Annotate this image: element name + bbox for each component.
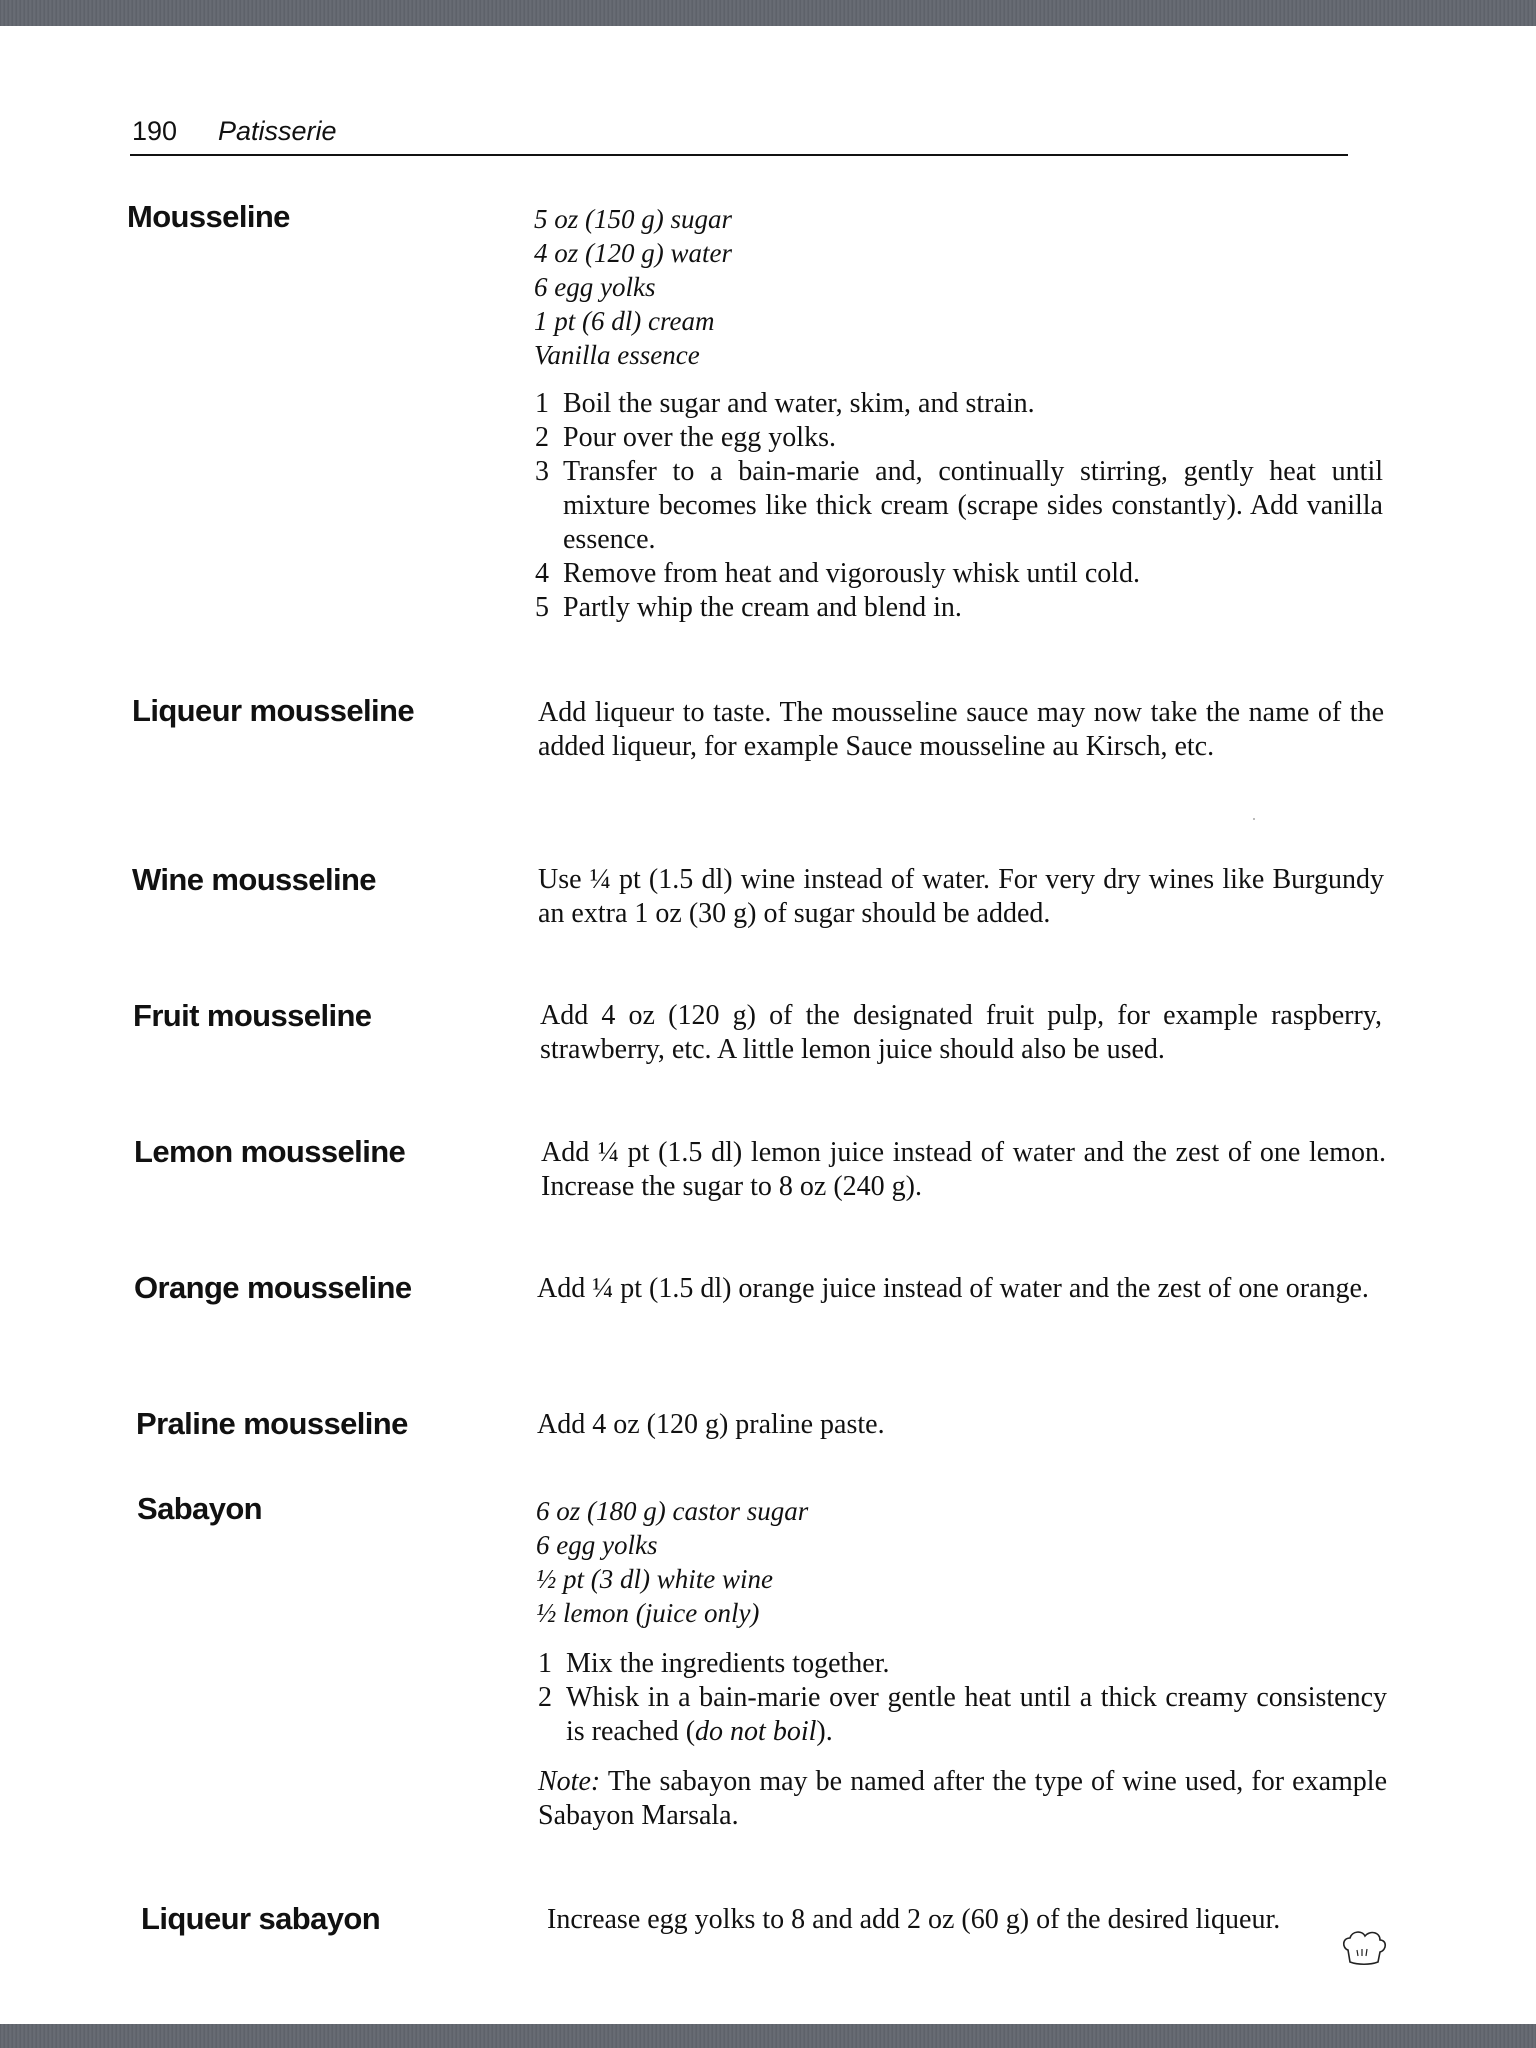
method-step: 2 Pour over the egg yolks. [535,422,836,453]
ingredient-item: 6 oz (180 g) castor sugar [536,1496,809,1526]
ingredient-item: ½ pt (3 dl) white wine [536,1564,773,1594]
ingredient-item: Vanilla essence [534,340,700,370]
ingredients-sabayon [536,1494,808,1630]
page-header [130,114,1348,156]
note-sabayon [538,1765,1387,1833]
heading-orange-mousseline: Orange mousseline [134,1270,412,1305]
method-step: 1 Mix the ingredients together. [538,1648,890,1679]
ingredient-item: 1 pt (6 dl) cream [534,306,715,336]
heading-mousseline: Mousseline [127,199,290,234]
note-text: The sabayon may be named after the type of wine used, for example Sabayon Marsala. [538,1766,1387,1831]
ingredients-mousseline [534,202,732,372]
chef-hat-icon [1340,1928,1388,1970]
text-wine-mousseline: Use ¼ pt (1.5 dl) wine instead of water. For very dry wines like Burgundy an extra 1 oz (30 g) of sugar should be added. [538,864,1384,929]
method-step: 5 Partly whip the cream and blend in. [535,592,962,623]
page-speck [1253,818,1255,820]
heading-lemon-mousseline: Lemon mousseline [134,1134,406,1169]
text-liqueur-sabayon: Increase egg yolks to 8 and add 2 oz (60 g) of the desired liqueur. [547,1904,1281,1935]
heading-sabayon: Sabayon [137,1491,263,1526]
text-fruit-mousseline: Add 4 oz (120 g) of the designated fruit pulp, for example raspberry, strawberry, etc. A little lemon juice should also be used. [540,1000,1382,1065]
text-lemon-mousseline: Add ¼ pt (1.5 dl) lemon juice instead of water and the zest of one lemon. Increase the sugar to 8 oz (240 g). [541,1137,1386,1202]
heading-wine-mousseline: Wine mousseline [132,862,376,897]
text-liqueur-mousseline: Add liqueur to taste. The mousseline sauce may now take the name of the added liqueur, for example Sauce mousseline au Kirsch, etc. [538,697,1384,762]
heading-liqueur-sabayon: Liqueur sabayon [141,1901,381,1936]
ingredient-item: ½ lemon (juice only) [536,1598,760,1628]
ingredient-item: 4 oz (120 g) water [534,238,732,268]
ingredient-item: 5 oz (150 g) sugar [534,204,733,234]
note-label: Note: [538,1766,601,1797]
heading-praline-mousseline: Praline mousseline [136,1406,408,1441]
method-step: 1 Boil the sugar and water, skim, and strain. [535,388,1035,419]
method-step: 4 Remove from heat and vigorously whisk until cold. [535,558,1141,589]
page-number: 190 [132,116,178,146]
running-title: Patisserie [218,116,337,146]
text-orange-mousseline: Add ¼ pt (1.5 dl) orange juice instead of water and the zest of one orange. [537,1273,1369,1304]
ingredient-item: 6 egg yolks [536,1530,658,1560]
viewer-bottom-bar [0,2024,1536,2048]
text-praline-mousseline: Add 4 oz (120 g) praline paste. [537,1409,885,1440]
method-step: 3 Transfer to a bain-marie and, continually stirring, gently heat until mixture becomes like thick cream (scrape sides constantly). Add vanilla essence. [535,456,1383,555]
viewer-top-bar [0,0,1536,26]
method-sabayon [538,1647,1387,1749]
heading-fruit-mousseline: Fruit mousseline [133,998,372,1033]
heading-liqueur-mousseline: Liqueur mousseline [132,693,415,728]
method-step: 2 Whisk in a bain-marie over gentle heat until a thick creamy consistency is reached (do not boil). [538,1682,1387,1747]
method-mousseline [535,387,1383,625]
ingredient-item: 6 egg yolks [534,272,656,302]
